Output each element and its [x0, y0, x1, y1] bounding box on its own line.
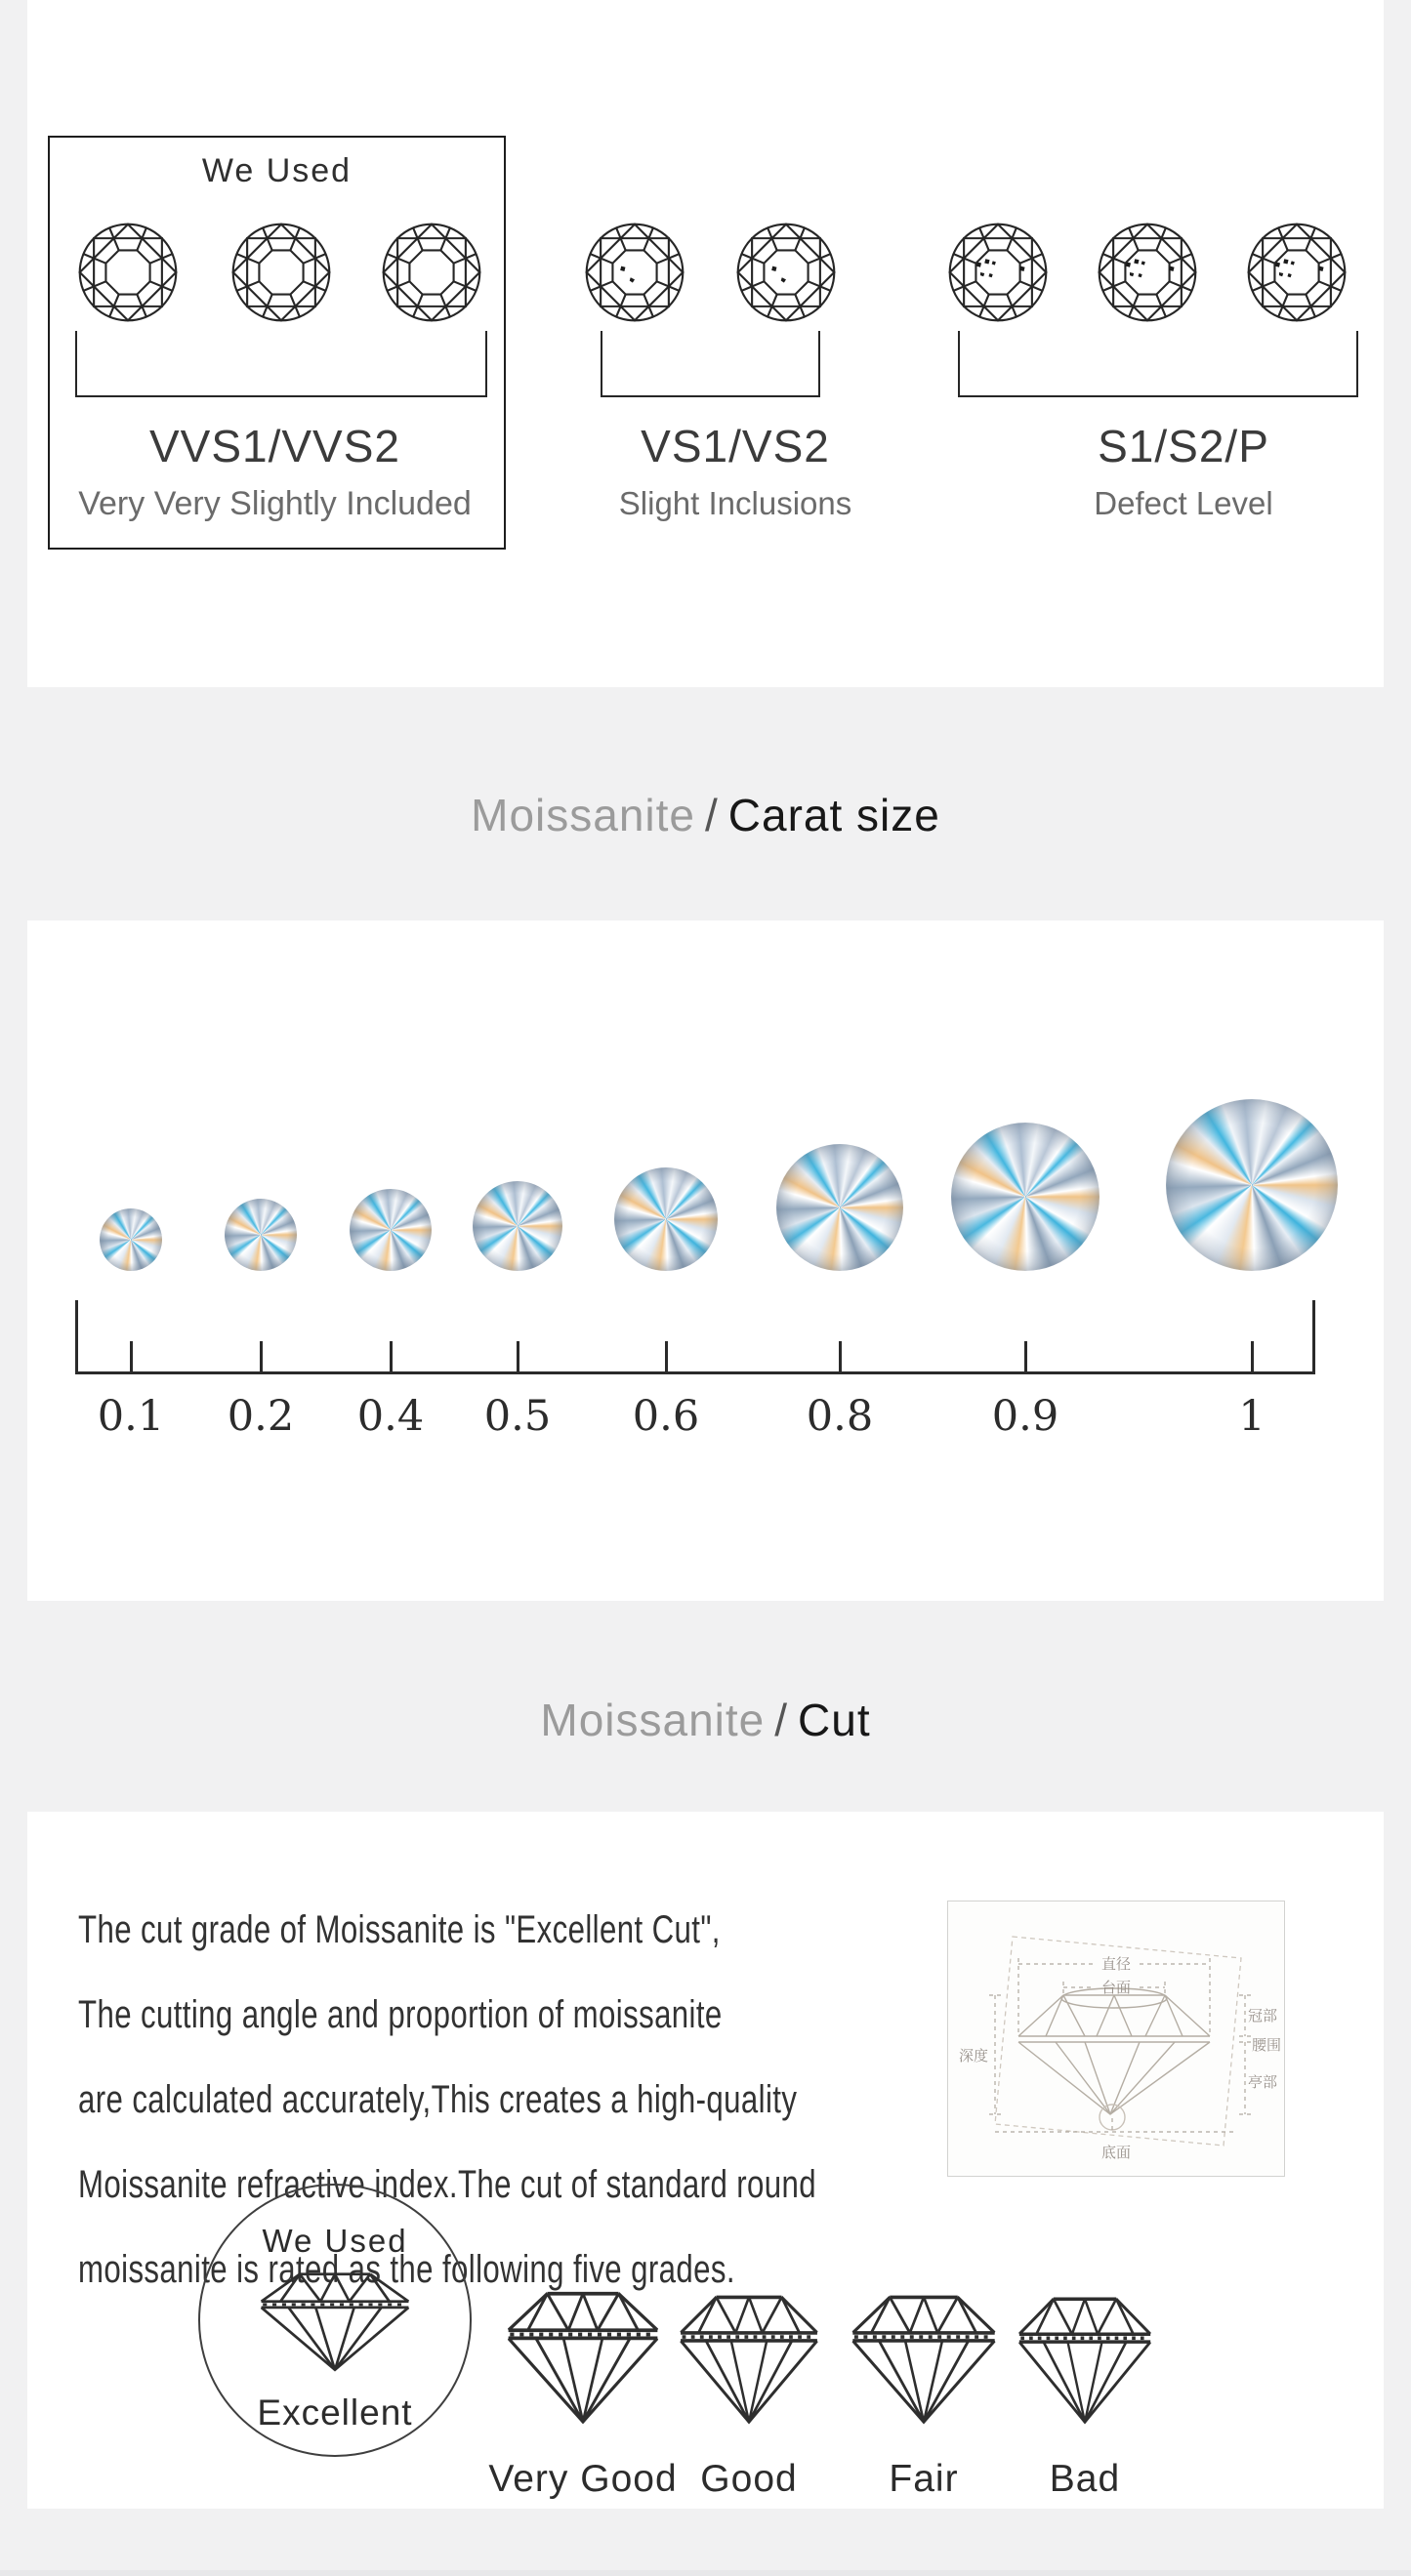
paragraph-line: moissanite is rated as the following five grades.	[78, 2248, 735, 2291]
gem-photo-0-4ct	[350, 1189, 432, 1271]
clarity-card	[27, 0, 1384, 687]
ruler-tick	[130, 1341, 133, 1371]
clarity-grade-label: VVS1/VVS2	[148, 421, 401, 471]
carat-size-label: 0.4	[356, 1392, 425, 1441]
diagram-label-crown: 冠部	[1247, 2007, 1278, 2024]
cut-diamond-bad-icon	[1014, 2288, 1156, 2429]
carat-size-label: 0.6	[632, 1392, 700, 1441]
heading-separator: /	[705, 790, 719, 840]
clarity-stone-vs-icon	[583, 221, 686, 324]
clarity-grade-description: Defect Level	[1094, 485, 1273, 521]
diamond-anatomy-sketch	[948, 1901, 1284, 2176]
heading-dark-text: Carat size	[727, 790, 940, 840]
diagram-label-depth: 深度	[958, 2047, 989, 2065]
gem-photo-0-6ct	[614, 1167, 718, 1271]
gem-photo-0-5ct	[473, 1181, 562, 1271]
ruler-end-tick	[75, 1300, 78, 1371]
clarity-stone-clean-icon	[380, 221, 483, 324]
cut-grade-label: Good	[700, 2458, 798, 2500]
clarity-stone-si-icon	[946, 221, 1050, 324]
heading-dark-text: Cut	[798, 1695, 871, 1745]
cut-anatomy-diagram	[947, 1901, 1285, 2177]
cut-we-used-label: We Used	[262, 2223, 408, 2259]
carat-card	[27, 920, 1384, 1601]
cut-grade-label: Very Good	[488, 2458, 678, 2500]
clarity-grade-description: Very Very Slightly Included	[78, 485, 472, 522]
cut-diamond-fair-icon	[847, 2286, 1001, 2429]
ruler-tick	[1251, 1341, 1254, 1371]
group-bracket	[601, 331, 820, 397]
clarity-we-used-label: We Used	[201, 152, 353, 189]
carat-size-label: 0.5	[483, 1392, 552, 1441]
cut-grade-excellent-label: Excellent	[257, 2392, 413, 2433]
cut-diamond-good-icon	[675, 2286, 823, 2429]
ruler-tick	[1024, 1341, 1027, 1371]
clarity-stone-si-icon	[1245, 221, 1349, 324]
heading-light-text: Moissanite	[540, 1695, 766, 1745]
gem-photo-1ct	[1166, 1099, 1338, 1271]
ruler-tick	[390, 1341, 393, 1371]
clarity-stone-vs-icon	[734, 221, 838, 324]
gem-photo-0-8ct	[776, 1144, 903, 1271]
paragraph-line: Moissanite refractive index.The cut of standard round	[78, 2163, 816, 2206]
paragraph-line: The cut grade of Moissanite is "Excellent Cut",	[78, 1908, 721, 1951]
carat-section-heading	[0, 789, 1411, 841]
clarity-stone-si-icon	[1096, 221, 1199, 324]
clarity-grade-label: VS1/VS2	[641, 421, 830, 471]
diagram-label-table: 台面	[1100, 1979, 1132, 1996]
paragraph-line: The cutting angle and proportion of moissanite	[78, 1993, 723, 2036]
clarity-grade-label: S1/S2/P	[1098, 421, 1269, 471]
gem-photo-0-1ct	[100, 1208, 162, 1271]
diagram-label-girdle: 腰围	[1251, 2036, 1282, 2054]
carat-size-label: 0.9	[991, 1392, 1059, 1441]
excellent-diamond-icon	[255, 2266, 415, 2375]
ruler-tick	[665, 1341, 668, 1371]
clarity-stone-clean-icon	[76, 221, 180, 324]
cut-diamond-very-good-icon	[502, 2282, 664, 2429]
ruler-tick	[260, 1341, 263, 1371]
clarity-grade-description: Slight Inclusions	[618, 485, 852, 521]
diagram-label-pavilion: 亭部	[1247, 2073, 1278, 2091]
heading-separator: /	[774, 1695, 789, 1745]
gem-photo-0-2ct	[225, 1199, 297, 1271]
ruler-tick	[517, 1341, 519, 1371]
heading-light-text: Moissanite	[471, 790, 695, 840]
diagram-label-diameter: 直径	[1100, 1955, 1132, 1973]
ruler-end-tick	[1312, 1300, 1315, 1371]
bottom-divider	[0, 2570, 1411, 2576]
carat-size-label: 0.1	[97, 1392, 165, 1441]
carat-ruler	[75, 1371, 1315, 1374]
diagram-label-culet: 底面	[1100, 2144, 1132, 2161]
carat-size-label: 0.2	[227, 1392, 295, 1441]
carat-size-label: 0.8	[806, 1392, 874, 1441]
ruler-tick	[839, 1341, 842, 1371]
gem-photo-0-9ct	[951, 1123, 1100, 1271]
clarity-stone-clean-icon	[229, 221, 333, 324]
paragraph-line: are calculated accurately,This creates a high-quality	[78, 2078, 798, 2121]
group-bracket	[958, 331, 1358, 397]
cut-grade-label: Bad	[1049, 2458, 1121, 2500]
group-bracket	[75, 331, 487, 397]
cut-section-heading	[0, 1694, 1411, 1746]
cut-card	[27, 1812, 1384, 2509]
cut-grade-label: Fair	[889, 2458, 959, 2500]
carat-size-label: 1	[1238, 1392, 1266, 1441]
excellent-cut-circle	[198, 2184, 472, 2457]
